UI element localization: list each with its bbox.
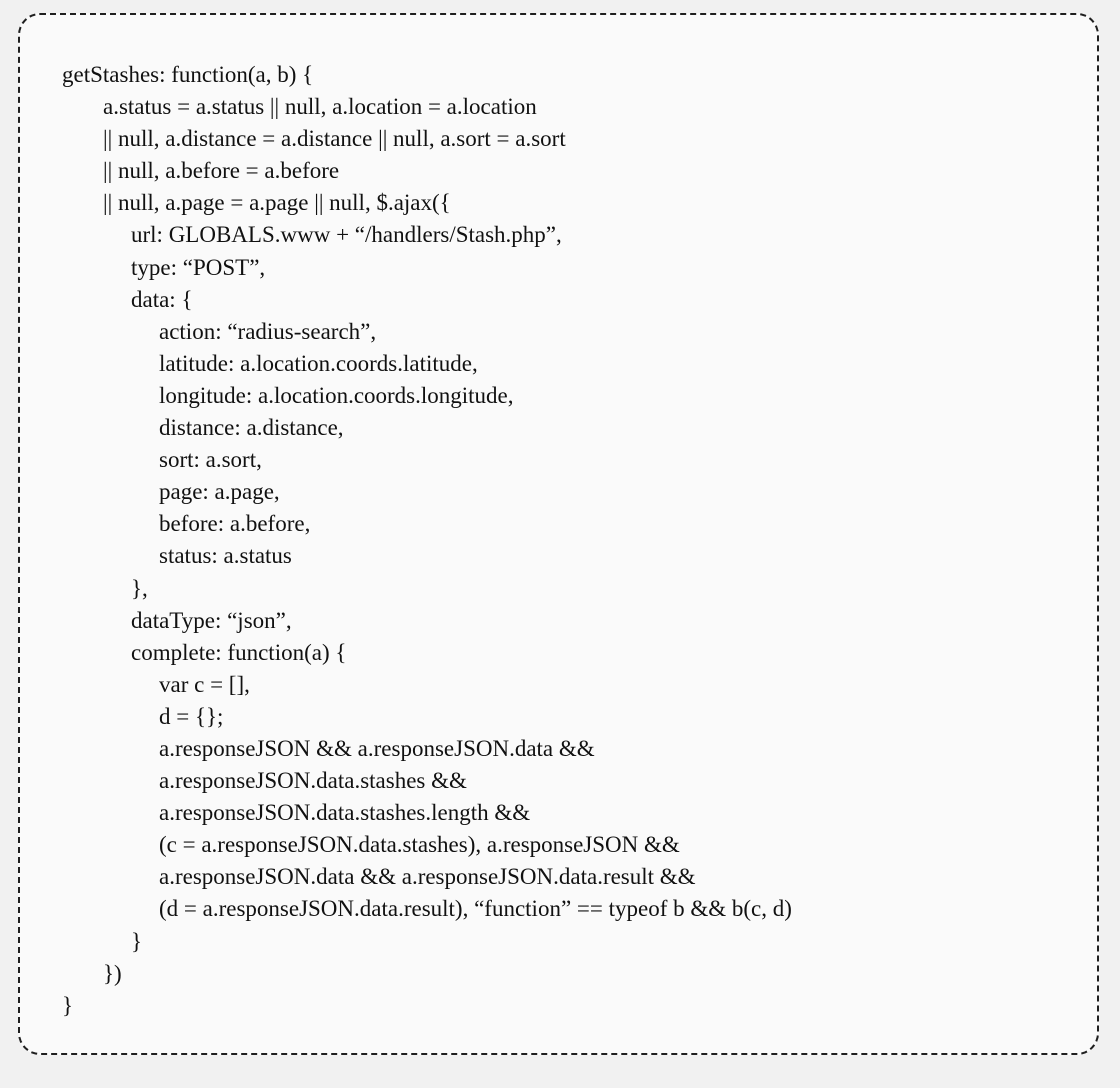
code-line: }): [103, 960, 122, 986]
code-line: complete: function(a) {: [131, 639, 347, 665]
code-line: getStashes: function(a, b) {: [62, 62, 314, 87]
code-line: a.responseJSON.data.stashes.length &&: [159, 800, 531, 826]
code-line: dataType: “json”,: [131, 607, 292, 633]
code-line: distance: a.distance,: [159, 415, 344, 441]
code-line: longitude: a.location.coords.longitude,: [159, 382, 514, 408]
code-line: a.responseJSON.data && a.responseJSON.data.result &&: [159, 864, 696, 890]
code-line: url: GLOBALS.www + “/handlers/Stash.php”,: [131, 222, 562, 248]
code-line: a.responseJSON.data.stashes &&: [159, 768, 467, 794]
code-line: page: a.page,: [159, 479, 280, 505]
code-line: (c = a.responseJSON.data.stashes), a.responseJSON &&: [159, 832, 680, 858]
code-line: action: “radius-search”,: [159, 318, 377, 344]
code-line: sort: a.sort,: [159, 447, 262, 473]
code-line: }: [62, 992, 74, 1018]
code-line: var c = [],: [159, 671, 250, 697]
code-block: [62, 59, 792, 1022]
code-line: || null, a.before = a.before: [103, 158, 340, 184]
code-line: || null, a.distance = a.distance || null, a.sort = a.sort: [103, 126, 566, 152]
code-line: before: a.before,: [159, 511, 311, 537]
code-line: d = {};: [159, 703, 224, 729]
code-line: a.responseJSON && a.responseJSON.data &&: [159, 735, 595, 761]
code-line: type: “POST”,: [131, 254, 266, 280]
code-line: a.status = a.status || null, a.location = a.location: [103, 94, 537, 120]
code-line: }: [131, 928, 143, 954]
code-line: (d = a.responseJSON.data.result), “function” == typeof b && b(c, d): [159, 896, 792, 922]
code-line: data: {: [131, 286, 193, 312]
code-line: || null, a.page = a.page || null, $.ajax({: [103, 190, 451, 216]
code-line: status: a.status: [159, 543, 292, 569]
code-line: latitude: a.location.coords.latitude,: [159, 350, 478, 376]
code-line: },: [131, 575, 148, 601]
code-block-container: [18, 13, 1099, 1055]
